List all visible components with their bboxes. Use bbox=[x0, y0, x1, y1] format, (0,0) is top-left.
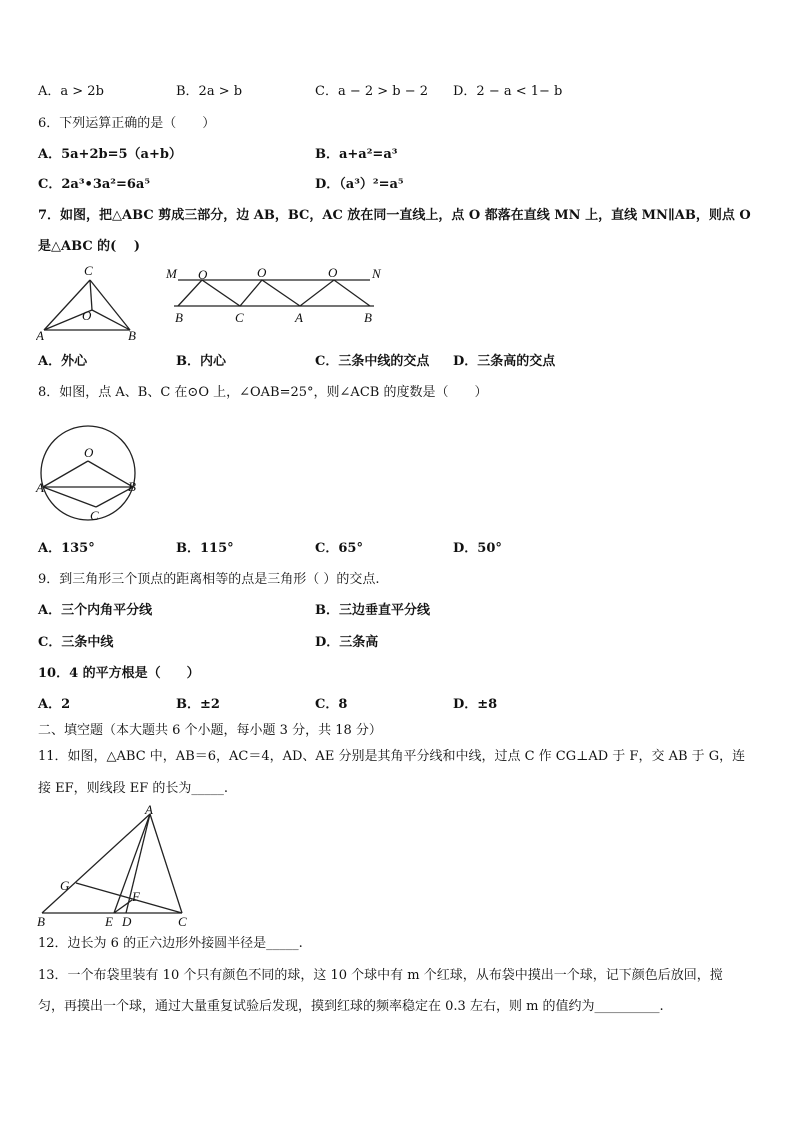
q7-label-m: M bbox=[166, 266, 177, 281]
q8-label-b: B bbox=[128, 479, 136, 494]
q11-label-a: A bbox=[145, 802, 153, 817]
q11-label-d: D bbox=[122, 914, 132, 929]
q11-triangle-figure bbox=[34, 802, 194, 930]
q12-stem: 12．边长为 6 的正六边形外接圆半径是_____. bbox=[38, 936, 303, 951]
q10-option-b: B．±2 bbox=[176, 697, 220, 712]
q7-option-d: D．三条高的交点 bbox=[453, 354, 556, 369]
q7-label-o1: O bbox=[198, 267, 208, 282]
q11-label-f: F bbox=[132, 889, 140, 904]
q7-label-a: A bbox=[295, 310, 303, 325]
q11-label-c: C bbox=[178, 914, 187, 929]
q8-label-c: C bbox=[90, 508, 99, 523]
q8-option-b: B．115° bbox=[176, 541, 234, 556]
q9-option-b: B．三边垂直平分线 bbox=[315, 603, 430, 618]
q7-label-o2: O bbox=[257, 265, 267, 280]
q7-strip-figure bbox=[162, 262, 394, 328]
q7-label-n: N bbox=[372, 266, 381, 281]
q7-triangle-figure bbox=[36, 262, 142, 344]
q5-option-a: A．a > 2b bbox=[38, 84, 104, 99]
q8-stem: 8．如图，点 A、B、C 在⊙O 上，∠OAB=25°，则∠ACB 的度数是（ ） bbox=[38, 385, 488, 400]
q7-label-o3: O bbox=[328, 265, 338, 280]
q9-stem: 9．到三角形三个顶点的距离相等的点是三角形（ ）的交点. bbox=[38, 572, 380, 587]
q6-option-c: C．2a³•3a²=6a⁵ bbox=[38, 177, 151, 192]
q11-label-e: E bbox=[105, 914, 113, 929]
q6-option-d: D．（a³）²=a⁵ bbox=[315, 177, 404, 192]
q5-option-b: B．2a > b bbox=[176, 84, 243, 99]
q7-option-c: C．三条中线的交点 bbox=[315, 354, 430, 369]
q5-option-d: D．2 − a < 1− b bbox=[453, 84, 563, 99]
q10-stem: 10．4 的平方根是（ ） bbox=[38, 666, 200, 681]
q8-option-d: D．50° bbox=[453, 541, 502, 556]
q8-label-o: O bbox=[84, 445, 94, 460]
q9-option-c: C．三条中线 bbox=[38, 635, 114, 650]
q7-label-b: B bbox=[128, 328, 136, 343]
q11-label-g: G bbox=[60, 878, 70, 893]
q6-option-a: A．5a+2b=5（a+b） bbox=[38, 147, 182, 162]
q13-stem-line2: 匀，再摸出一个球，通过大量重复试验后发现，摸到红球的频率稳定在 0.3 左右，则 m 的值约为__________. bbox=[38, 999, 664, 1014]
q7-label-b1: B bbox=[175, 310, 183, 325]
q8-option-a: A．135° bbox=[38, 541, 95, 556]
q7-label-c: C bbox=[235, 310, 244, 325]
q9-option-d: D．三条高 bbox=[315, 635, 379, 650]
q7-label-b2: B bbox=[364, 310, 372, 325]
q7-option-a: A．外心 bbox=[38, 354, 88, 369]
q10-option-d: D．±8 bbox=[453, 697, 498, 712]
q7-label-o: O bbox=[82, 308, 92, 323]
q6-stem: 6．下列运算正确的是（ ） bbox=[38, 116, 216, 131]
q7-label-a: A bbox=[36, 328, 44, 343]
q7-stem-line1: 7．如图，把△ABC 剪成三部分，边 AB，BC，AC 放在同一直线上，点 O 都落在直线 MN 上，直线 MN∥AB，则点 O bbox=[38, 208, 751, 223]
q11-stem-line2: 接 EF，则线段 EF 的长为_____. bbox=[38, 781, 229, 796]
q8-circle-figure bbox=[34, 416, 144, 526]
q7-label-c: C bbox=[84, 263, 93, 278]
q11-stem-line1: 11．如图，△ABC 中，AB＝6，AC＝4，AD、AE 分别是其角平分线和中线，过点 C 作 CG⊥AD 于 F，交 AB 于 G，连 bbox=[38, 749, 746, 764]
q10-option-c: C．8 bbox=[315, 697, 348, 712]
q11-label-b: B bbox=[37, 914, 45, 929]
q8-option-c: C．65° bbox=[315, 541, 363, 556]
section-heading-fill-in: 二、填空题（本大题共 6 个小题，每小题 3 分，共 18 分） bbox=[38, 723, 382, 738]
q9-option-a: A．三个内角平分线 bbox=[38, 603, 153, 618]
q10-option-a: A．2 bbox=[38, 697, 71, 712]
q7-stem-line2: 是△ABC 的( ) bbox=[38, 239, 141, 254]
q7-option-b: B．内心 bbox=[176, 354, 226, 369]
q8-label-a: A bbox=[36, 480, 44, 495]
q5-option-c: C．a − 2 > b − 2 bbox=[315, 84, 429, 99]
q6-option-b: B．a+a²=a³ bbox=[315, 147, 398, 162]
q13-stem-line1: 13．一个布袋里装有 10 个只有颜色不同的球，这 10 个球中有 m 个红球，从布袋中摸出一个球，记下颜色后放回，搅 bbox=[38, 968, 723, 983]
